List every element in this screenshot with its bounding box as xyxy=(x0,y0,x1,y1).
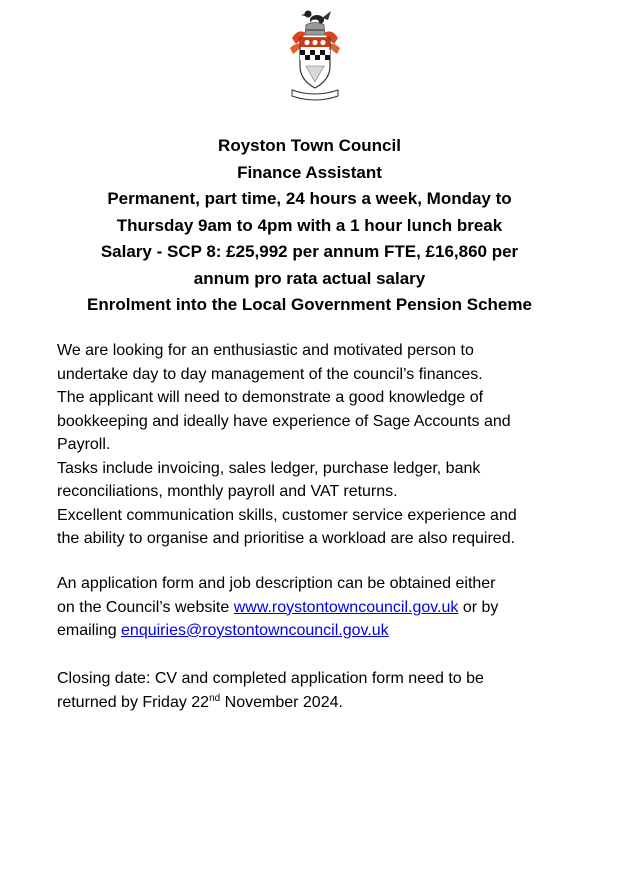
application-line-2 xyxy=(57,596,577,620)
email-link[interactable]: enquiries@roystontowncouncil.gov.uk xyxy=(121,622,389,639)
closing-date-suffix: November 2024. xyxy=(220,693,343,711)
closing-line-1: Closing date: CV and completed application form need to be xyxy=(57,670,484,687)
description-line: We are looking for an enthusiastic and motivated person to xyxy=(57,342,474,359)
hours-line-1: Permanent, part time, 24 hours a week, Monday to xyxy=(107,189,512,208)
job-description xyxy=(57,339,577,551)
application-line-1: An application form and job description can be obtained either xyxy=(57,575,496,592)
description-line: The applicant will need to demonstrate a good knowledge of xyxy=(57,389,484,406)
description-line: bookkeeping and ideally have experience of Sage Accounts and xyxy=(57,412,511,430)
description-line: undertake day to day management of the council’s finances. xyxy=(57,365,483,383)
pension-line: Enrolment into the Local Government Pension Scheme xyxy=(87,295,532,314)
council-name: Royston Town Council xyxy=(218,136,401,155)
salary-line-2: annum pro rata actual salary xyxy=(193,268,426,288)
closing-line-2 xyxy=(57,691,577,715)
website-prefix: on the Council’s website xyxy=(57,598,234,616)
application-line-3 xyxy=(57,619,577,643)
description-line: Excellent communication skills, customer service experience and xyxy=(57,506,517,524)
job-heading xyxy=(40,133,579,319)
day-ordinal-suffix: nd xyxy=(209,692,221,704)
description-line: Payroll. xyxy=(57,436,111,453)
salary-line-1: Salary - SCP 8: £25,992 per annum FTE, £16,860 per xyxy=(100,242,519,261)
crest-shield-icon xyxy=(300,38,330,88)
description-line: reconciliations, monthly payroll and VAT returns. xyxy=(57,483,398,500)
description-line: Tasks include invoicing, sales ledger, purchase ledger, bank xyxy=(57,459,481,477)
website-suffix: or by xyxy=(458,598,499,616)
hours-line-2: Thursday 9am to 4pm with a 1 hour lunch break xyxy=(116,215,503,235)
closing-date xyxy=(57,667,577,714)
closing-date-prefix: returned by Friday 22 xyxy=(57,693,210,711)
description-line: the ability to organise and prioritise a workload are also required. xyxy=(57,530,516,547)
email-prefix: emailing xyxy=(57,622,122,639)
website-link[interactable]: www.roystontowncouncil.gov.uk xyxy=(233,598,459,616)
application-info xyxy=(57,572,577,643)
council-crest-logo xyxy=(284,8,346,106)
job-title: Finance Assistant xyxy=(237,162,382,182)
